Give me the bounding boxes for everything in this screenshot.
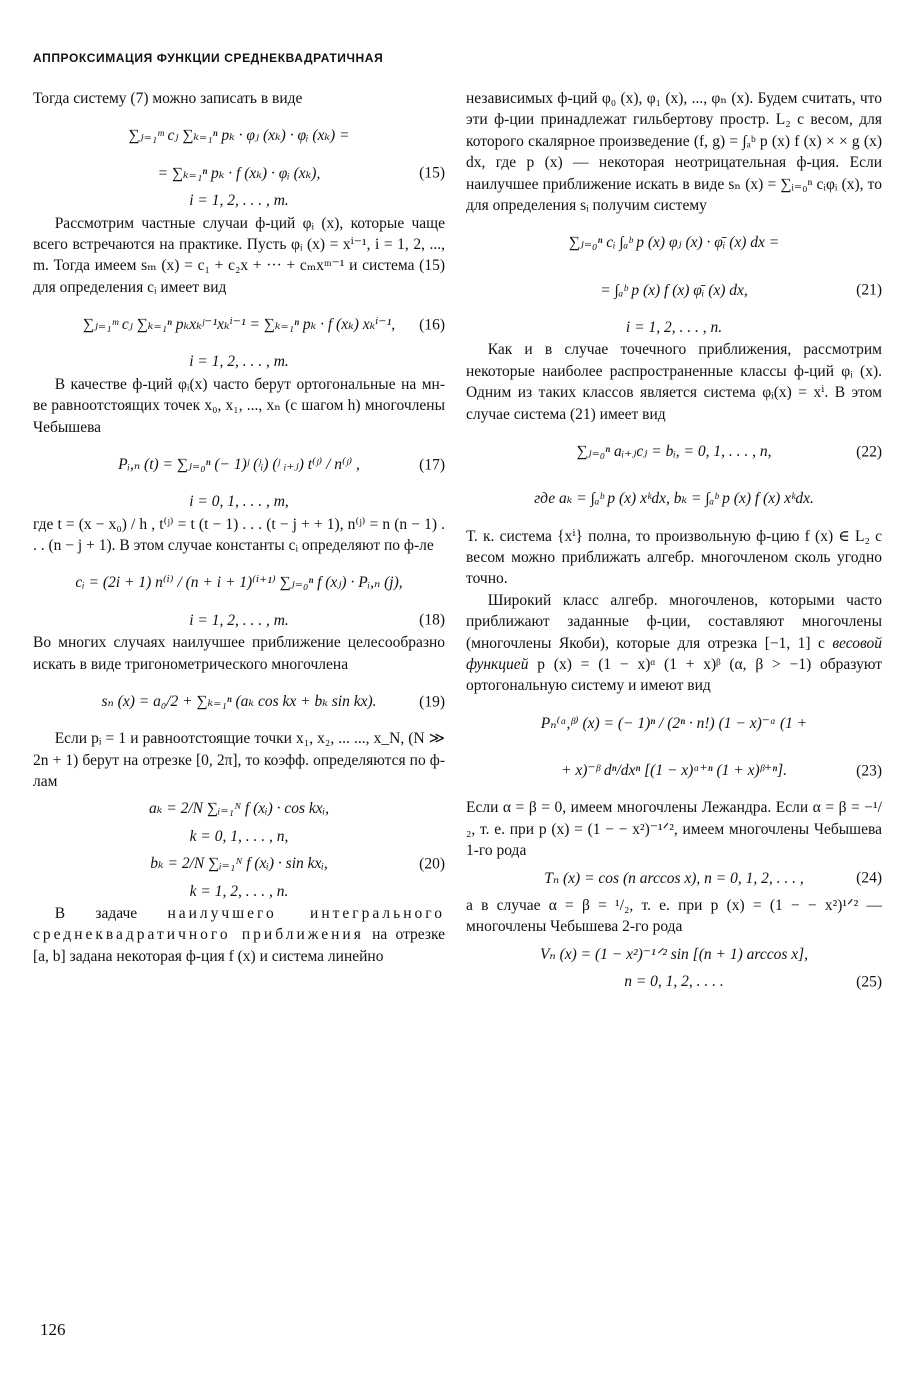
paragraph: В задаче наилучшего интегрального среднеквадратичного приближения на отрезке [a, b] задана некоторая ф-ция f (x) и система линейно: [33, 904, 445, 965]
equation-20-a-index: k = 0, 1, . . . , n,: [189, 827, 289, 845]
paragraph: Во многих случаях наилучшее приближение целесообразно искать в виде тригонометрического многочлена: [33, 634, 445, 673]
running-header: АППРОКСИМАЦИЯ ФУНКЦИИ СРЕДНЕКВАДРАТИЧНАЯ: [33, 51, 384, 65]
equation-number: (18): [419, 611, 445, 629]
equation-number: (25): [856, 973, 882, 990]
paragraph: Тогда систему (7) можно записать в виде: [33, 90, 303, 107]
equation-16: ∑ⱼ₌₁ᵐ cⱼ ∑ₖ₌₁ⁿ pₖxₖʲ⁻¹xₖⁱ⁻¹ = ∑ₖ₌₁ⁿ pₖ · f (xₖ) xₖⁱ⁻¹, (16): [33, 304, 445, 345]
paragraph: где t = (x − x₀) / h , t⁽ʲ⁾ = t (t − 1) . . . (t − j + + 1), n⁽ʲ⁾ = n (n − 1) . . . (n − j + 1). В этом случае константы cᵢ определяют по ф-ле: [33, 515, 445, 554]
left-column: [33, 88, 445, 967]
paragraph: независимых ф-ций φ₀ (x), φ₁ (x), ..., φₙ (x). Будем считать, что эти ф-ции принадлежат гильбертову простр. L₂ с весом, для которого скалярное произведение (f, g) = ∫ₐᵇ p (x) f (x) × × g (x) dx, где p (x) — некоторая неотрицательная ф-ция. Если наилучшее приближение искать в виде sₙ (x) = ∑ᵢ₌₀ⁿ cᵢφᵢ (x), то для определения sᵢ получим систему: [466, 90, 882, 214]
equation-23-line-2: + x)⁻ᵝ dⁿ/dxⁿ [(1 − x)ᵅ⁺ⁿ (1 + x)ᵝ⁺ⁿ]. (23): [466, 750, 882, 791]
equation-21-line-2: = ∫ₐᵇ p (x) f (x) φ̄ᵢ (x) dx, (21): [466, 270, 882, 311]
equation-17: Pᵢ,ₙ (t) = ∑ⱼ₌₀ⁿ (− 1)ʲ (ʲᵢ) (ʲ ᵢ₊ⱼ) t⁽ʲ⁾ / n⁽ʲ⁾ , (17): [33, 444, 445, 485]
page-number: 126: [40, 1320, 66, 1339]
spaced-term: наилучшего интегрального среднеквадратичного приближения: [33, 904, 445, 944]
equation-number: (16): [419, 316, 445, 333]
equation-20-b: bₖ = 2/N ∑ᵢ₌₁ᴺ f (xᵢ) · sin kxᵢ, (20): [33, 853, 445, 874]
italic-term: весовой функцией: [466, 634, 882, 673]
equation-20-b-index: k = 1, 2, . . . , n.: [189, 882, 289, 900]
equation-22-definitions: где aₖ = ∫ₐᵇ p (x) xᵏdx, bₖ = ∫ₐᵇ p (x) f (x) xᵏdx.: [534, 490, 814, 508]
equation-number: (22): [856, 442, 882, 460]
equation-number: (24): [856, 869, 882, 887]
paragraph: Т. к. система {xⁱ} полна, то произвольную ф-цию f (x) ∈ L₂ с весом можно приближать алгебр. многочленом сколь угодно точно.: [466, 527, 882, 588]
paragraph: Широкий класс алгебр. многочленов, которыми часто приближают заданные ф-ции, составляют многочлены (многочлены Якоби), которые для отрезка [−1, 1] с весовой функцией p (x) = (1 − x)ᵅ (1 + x)ᵝ (α, β > −1) образуют ортогональную систему и имеют вид: [466, 591, 882, 695]
equation-number: (17): [419, 455, 445, 473]
equation-number: (19): [419, 692, 445, 710]
paragraph: Рассмотрим частные случаи ф-ций φᵢ (x), которые чаще всего встречаются на практике. Пусть φᵢ (x) = xⁱ⁻¹, i = 1, 2, ..., m. Тогда имеем sₘ (x) = c₁ + c₂x + ··· + cₘxᵐ⁻¹ и система (15) для определения cᵢ имеет вид: [33, 214, 445, 296]
equation-15-line-2: = ∑ₖ₌₁ⁿ pₖ · f (xₖ) · φᵢ (xₖ), (15): [33, 163, 445, 184]
equation-number: (15): [419, 164, 445, 182]
equation-23-line-1: Pₙ⁽ᵅ,ᵝ⁾ (x) = (− 1)ⁿ / (2ⁿ · n!) (1 − x)⁻ᵅ (1 +: [540, 714, 808, 732]
equation-25-line-1: Vₙ (x) = (1 − x²)⁻¹ᐟ² sin [(n + 1) arccos x],: [539, 945, 809, 963]
right-column: [466, 88, 882, 993]
equation-18: cᵢ = (2i + 1) n⁽ⁱ⁾ / (n + i + 1)⁽ⁱ⁺¹⁾ ∑ⱼ₌₀ⁿ f (xⱼ) · Pᵢ,ₙ (j),: [75, 574, 403, 592]
paragraph: Если pᵢ = 1 и равноотстоящие точки x₁, x₂, ... ..., x_N, (N ≫ 2n + 1) берут на отрезке [0, 2π], то коэфф. определяются по ф-лам: [33, 730, 445, 790]
equation-18-index: i = 1, 2, . . . , m. (18): [33, 610, 445, 631]
equation-21-index: i = 1, 2, . . . , n.: [625, 319, 723, 336]
equation-19: sₙ (x) = a₀/2 + ∑ₖ₌₁ⁿ (aₖ cos kx + bₖ sin kx). (19): [33, 681, 445, 722]
paragraph: Как и в случае точечного приближения, рассмотрим некоторые наиболее распространенные классы ф-ций φᵢ (x). Одним из таких классов является система φᵢ(x) = xⁱ. В этом случае система (21) имеет вид: [466, 341, 882, 423]
equation-21-line-1: ∑ⱼ₌₀ⁿ cᵢ ∫ₐᵇ p (x) φⱼ (x) · φ̄ᵢ (x) dx =: [568, 234, 780, 252]
paragraph: В качестве ф-ций φᵢ(x) часто берут ортогональные на мн-ве равноотстоящих точек x₀, x₁, ..., xₙ (с шагом h) многочлены Чебышева: [33, 375, 445, 436]
equation-15-line-3: i = 1, 2, . . . , m.: [189, 192, 289, 210]
equation-17-index: i = 0, 1, . . . , m,: [189, 493, 289, 511]
equation-24: Tₙ (x) = cos (n arccos x), n = 0, 1, 2, . . . , (24): [466, 868, 882, 889]
paragraph: Если α = β = 0, имеем многочлены Лежандра. Если α = β = −¹/₂, т. е. при p (x) = (1 − − x²)⁻¹ᐟ², имеем многочлены Чебышева 1-го рода: [466, 799, 882, 860]
equation-15-line-1: ∑ⱼ₌₁ᵐ cⱼ ∑ₖ₌₁ⁿ pₖ · φⱼ (xₖ) · φᵢ (xₖ) =: [128, 127, 350, 145]
equation-number: (23): [856, 762, 882, 779]
equation-number: (20): [419, 855, 445, 873]
equation-16-index: i = 1, 2, . . . , m.: [189, 353, 289, 371]
equation-25-line-2: n = 0, 1, 2, . . . . (25): [466, 971, 882, 992]
equation-number: (21): [856, 281, 882, 299]
equation-22: ∑ⱼ₌₀ⁿ aᵢ₊ⱼcⱼ = bᵢ, = 0, 1, . . . , n, (22): [466, 431, 882, 472]
equation-20-a: aₖ = 2/N ∑ᵢ₌₁ᴺ f (xᵢ) · cos kxᵢ,: [148, 800, 330, 818]
paragraph: а в случае α = β = ¹/₂, т. е. при p (x) = (1 − − x²)¹ᐟ² — многочлены Чебышева 2-го рода: [466, 896, 882, 936]
